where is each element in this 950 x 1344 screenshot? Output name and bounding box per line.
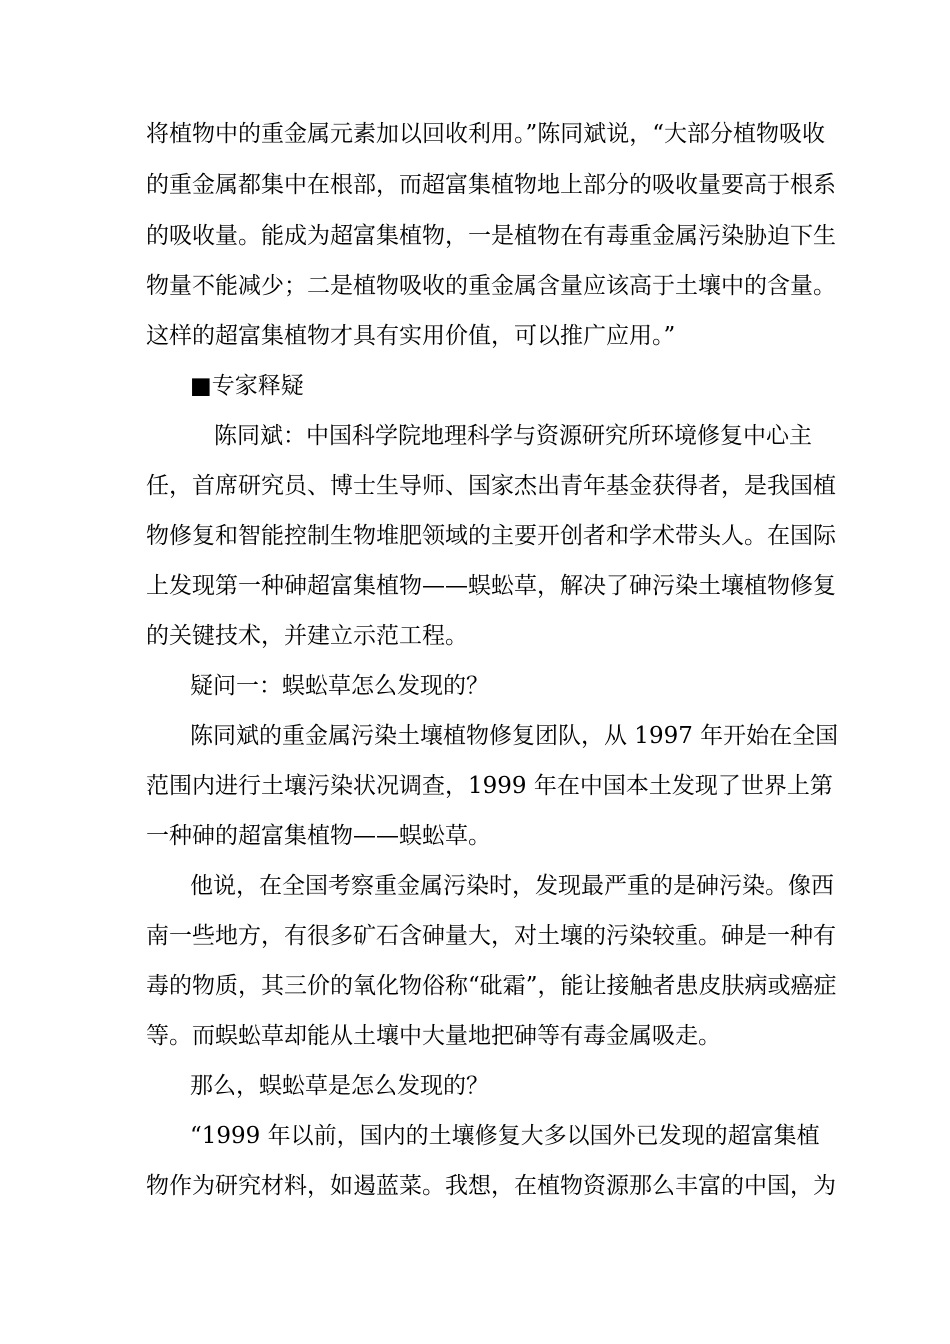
body-text-line: 物量不能减少；二是植物吸收的重金属含量应该高于土壤中的含量。 — [146, 273, 836, 299]
body-text-line: 一种砷的超富集植物——蜈蚣草。 — [146, 823, 491, 849]
body-text-line: 范围内进行土壤污染状况调查，1999 年在中国本土发现了世界上第 — [146, 773, 833, 799]
body-text-line: 这样的超富集植物才具有实用价值，可以推广应用。” — [146, 323, 676, 349]
body-text-line: 物作为研究材料，如遏蓝菜。我想，在植物资源那么丰富的中国，为 — [146, 1173, 836, 1199]
body-text-line: 等。而蜈蚣草却能从土壤中大量地把砷等有毒金属吸走。 — [146, 1023, 721, 1049]
section-heading: ■专家释疑 — [190, 373, 304, 399]
body-text-line: 物修复和智能控制生物堆肥领域的主要开创者和学术带头人。在国际 — [146, 523, 836, 549]
body-text-line: 他说，在全国考察重金属污染时，发现最严重的是砷污染。像西 — [190, 873, 834, 899]
body-text-line: 将植物中的重金属元素加以回收利用。”陈同斌说，“大部分植物吸收 — [146, 121, 826, 147]
body-text-line: 那么，蜈蚣草是怎么发现的？ — [190, 1073, 489, 1099]
body-text-line: 陈同斌：中国科学院地理科学与资源研究所环境修复中心主 — [214, 423, 812, 449]
body-text-line: 的关键技术，并建立示范工程。 — [146, 623, 468, 649]
body-text-line: 毒的物质，其三价的氧化物俗称“砒霜”，能让接触者患皮肤病或癌症 — [146, 973, 837, 999]
body-text-line: 的重金属都集中在根部，而超富集植物地上部分的吸收量要高于根系 — [146, 172, 836, 198]
body-text-line: 的吸收量。能成为超富集植物，一是植物在有毒重金属污染胁迫下生 — [146, 223, 836, 249]
body-text-line: 陈同斌的重金属污染土壤植物修复团队，从 1997 年开始在全国 — [190, 723, 839, 749]
body-text-line: 上发现第一种砷超富集植物——蜈蚣草，解决了砷污染土壤植物修复 — [146, 573, 836, 599]
body-text-line: 任，首席研究员、博士生导师、国家杰出青年基金获得者，是我国植 — [146, 473, 836, 499]
question-heading: 疑问一：蜈蚣草怎么发现的？ — [190, 673, 489, 699]
body-text-line: 南一些地方，有很多矿石含砷量大，对土壤的污染较重。砷是一种有 — [146, 923, 836, 949]
body-text-line: “1999 年以前，国内的土壤修复大多以国外已发现的超富集植 — [190, 1123, 820, 1149]
